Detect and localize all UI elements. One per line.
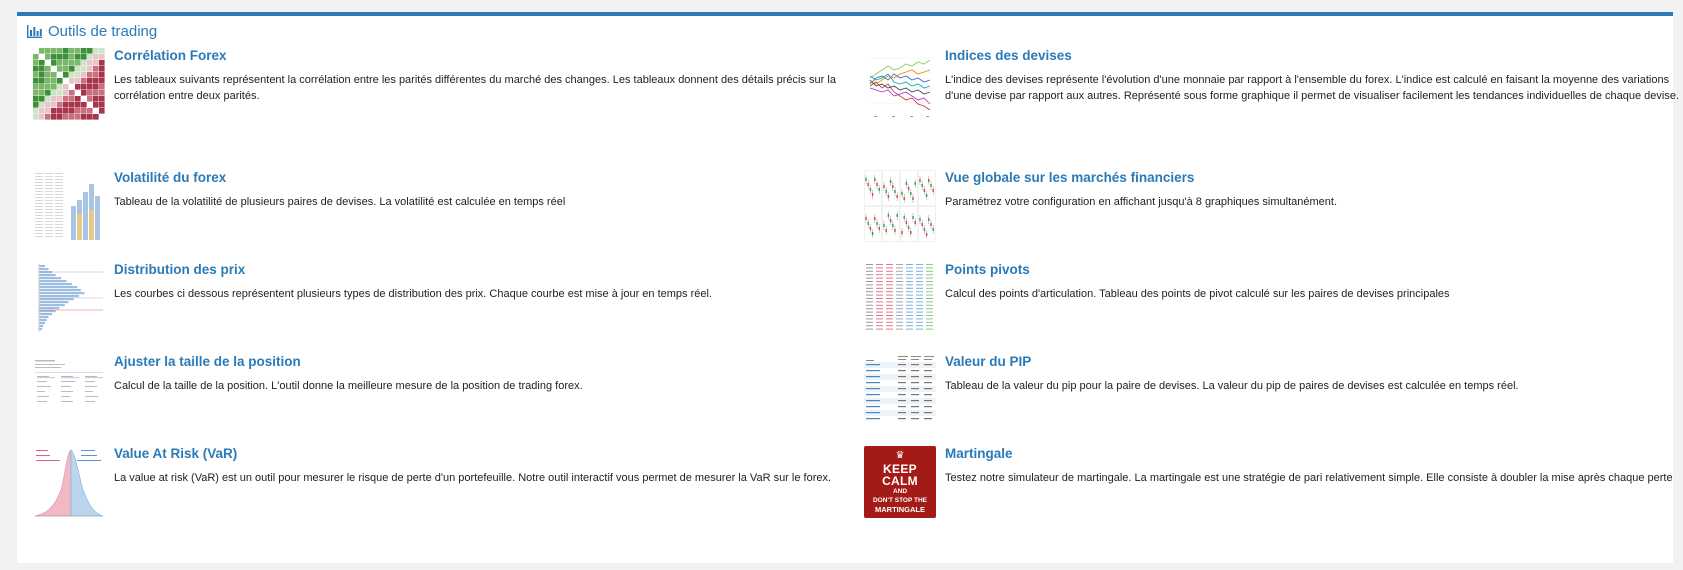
- pivot-table-thumbnail[interactable]: [864, 262, 936, 334]
- poster-line: AND: [892, 487, 908, 495]
- poster-line: KEEP: [883, 461, 917, 476]
- tool-currency-index[interactable]: [864, 48, 1680, 120]
- tool-title-link[interactable]: Volatilité du forex: [114, 170, 227, 185]
- tool-description: Les tableaux suivants représentent la corrélation entre les parités différentes du marché des changes. Les tableaux donnent des détails précis sur la corrélation entre deux parités.: [114, 74, 836, 102]
- tool-price-distribution[interactable]: [33, 262, 849, 334]
- tool-description: Les courbes ci dessous représentent plusieurs types de distribution des prix. Chaque courbe est mise à jour en temps réel.: [114, 288, 712, 300]
- price-distribution-thumbnail[interactable]: [33, 262, 105, 334]
- position-size-thumbnail[interactable]: [33, 354, 105, 426]
- correlation-matrix-thumbnail[interactable]: [33, 48, 105, 120]
- tool-description: Calcul des points d'articulation. Tableau des points de pivot calculé sur les paires de devises principales: [945, 288, 1450, 300]
- volatility-table-thumbnail[interactable]: [33, 170, 105, 242]
- tool-forex-volatility[interactable]: [33, 170, 849, 242]
- panel-header: [27, 20, 157, 42]
- tool-title-link[interactable]: Vue globale sur les marchés financiers: [945, 170, 1195, 185]
- panel-title: Outils de trading: [48, 22, 158, 40]
- tool-title-link[interactable]: Indices des devises: [945, 48, 1072, 63]
- tool-description: Paramétrez votre configuration en affichant jusqu'à 8 graphiques simultanément.: [945, 196, 1338, 208]
- pip-value-table-thumbnail[interactable]: [864, 354, 936, 426]
- poster-line: DON'T STOP THE: [872, 496, 928, 504]
- tool-title-link[interactable]: Martingale: [945, 446, 1013, 461]
- tool-title-link[interactable]: Valeur du PIP: [945, 354, 1032, 369]
- tool-title-link[interactable]: Distribution des prix: [114, 262, 246, 277]
- tool-global-market-view[interactable]: [864, 170, 1680, 242]
- tool-description: Calcul de la taille de la position. L'outil donne la meilleure mesure de la position de trading forex.: [114, 380, 583, 392]
- tool-title-link[interactable]: Corrélation Forex: [114, 48, 227, 63]
- tool-description: Tableau de la valeur du pip pour la paire de devises. La valeur du pip de paires de devises est calculée en temps réel.: [945, 380, 1519, 392]
- tool-description: L'indice des devises représente l'évolution d'une monnaie par rapport à l'ensemble du forex. L'indice est calculé en faisant la moyenne des variations d'une devise par rapport aux autres. Représenté sous forme graphique il permet de visualiser facilement les tendances individuelles de chaque devise.: [945, 74, 1680, 102]
- poster-line: CALM: [882, 473, 918, 488]
- tool-value-at-risk[interactable]: [33, 446, 849, 518]
- tool-pip-value[interactable]: [864, 354, 1680, 426]
- tool-correlation-forex[interactable]: [33, 48, 849, 120]
- tool-description: Tableau de la volatilité de plusieurs paires de devises. La volatilité est calculée en temps réel: [114, 196, 566, 208]
- tool-title-link[interactable]: Ajuster la taille de la position: [114, 354, 301, 369]
- tool-title-link[interactable]: Points pivots: [945, 262, 1030, 277]
- keep-calm-martingale-thumbnail[interactable]: [864, 446, 936, 518]
- tool-title-link[interactable]: Value At Risk (VaR): [114, 446, 238, 461]
- currency-index-chart-thumbnail[interactable]: [864, 48, 936, 120]
- tool-pivot-points[interactable]: [864, 262, 1680, 334]
- poster-line: MARTINGALE: [875, 504, 925, 514]
- tool-description: La value at risk (VaR) est un outil pour mesurer le risque de perte d'un portefeuille. Notre outil interactif vous permet de mesurer la VaR sur le forex.: [114, 472, 832, 484]
- keep-calm-poster: [864, 446, 936, 518]
- tool-position-size[interactable]: [33, 354, 849, 426]
- value-at-risk-thumbnail[interactable]: [33, 446, 105, 518]
- bar-chart-icon: [27, 25, 42, 38]
- trading-tools-panel: [17, 12, 1680, 563]
- tool-description: Testez notre simulateur de martingale. La martingale est une stratégie de pari relativement simple. Elle consiste à doubler la mise après chaque perte: [945, 472, 1673, 484]
- crown-icon: ♛: [895, 449, 905, 461]
- tool-martingale[interactable]: [864, 446, 1680, 518]
- multi-chart-thumbnail[interactable]: [864, 170, 936, 242]
